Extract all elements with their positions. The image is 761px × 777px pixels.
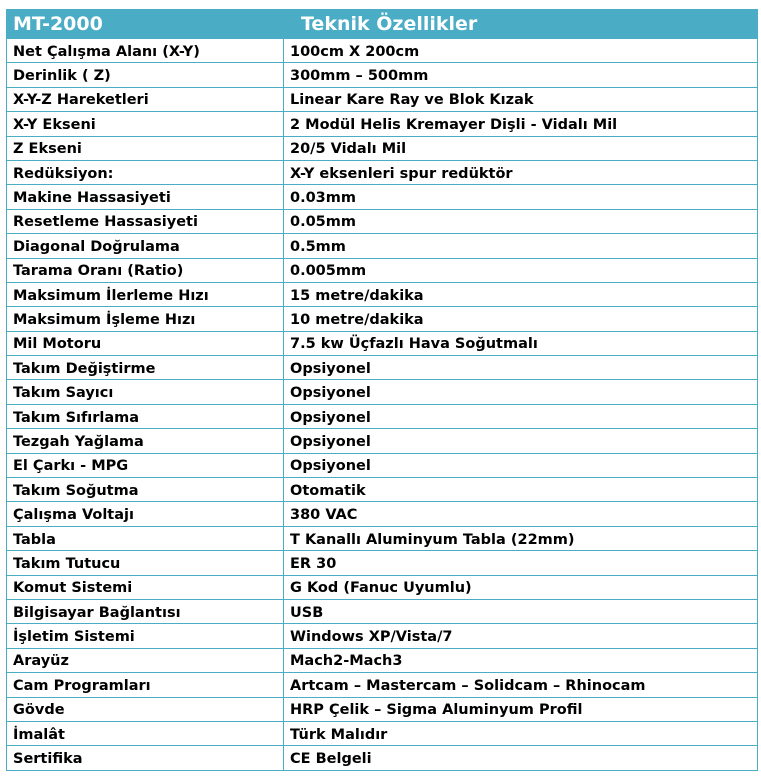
spec-label: Bilgisayar Bağlantısı	[7, 599, 284, 623]
page-title: Teknik Özellikler	[284, 10, 758, 39]
spec-label: X-Y-Z Hareketleri	[7, 87, 284, 111]
spec-value: X-Y eksenleri spur redüktör	[284, 160, 758, 184]
spec-value: Opsiyonel	[284, 404, 758, 428]
spec-label: Z Ekseni	[7, 136, 284, 160]
table-header-row	[7, 10, 758, 39]
spec-label: Gövde	[7, 697, 284, 721]
spec-label: Diagonal Doğrulama	[7, 234, 284, 258]
table-row	[7, 380, 758, 404]
spec-value: 100cm X 200cm	[284, 39, 758, 63]
table-row	[7, 87, 758, 111]
spec-label: Makine Hassasiyeti	[7, 185, 284, 209]
spec-value: 0.05mm	[284, 209, 758, 233]
spec-label: El Çarkı - MPG	[7, 453, 284, 477]
spec-label: Arayüz	[7, 648, 284, 672]
table-row	[7, 599, 758, 623]
spec-value: Opsiyonel	[284, 453, 758, 477]
spec-label: Komut Sistemi	[7, 575, 284, 599]
spec-value: Türk Malıdır	[284, 721, 758, 745]
table-row	[7, 331, 758, 355]
table-row	[7, 356, 758, 380]
spec-value: Opsiyonel	[284, 380, 758, 404]
spec-value: Windows XP/Vista/7	[284, 624, 758, 648]
table-row	[7, 502, 758, 526]
spec-label: X-Y Ekseni	[7, 112, 284, 136]
spec-label: Derinlik ( Z)	[7, 63, 284, 87]
spec-label: Takım Değiştirme	[7, 356, 284, 380]
spec-label: Maksimum İlerleme Hızı	[7, 282, 284, 306]
spec-label: Takım Sıfırlama	[7, 404, 284, 428]
spec-value: 15 metre/dakika	[284, 282, 758, 306]
spec-value: ER 30	[284, 551, 758, 575]
spec-label: Cam Programları	[7, 673, 284, 697]
spec-label: İşletim Sistemi	[7, 624, 284, 648]
spec-value: Mach2-Mach3	[284, 648, 758, 672]
spec-label: Takım Sayıcı	[7, 380, 284, 404]
spec-label: Sertifika	[7, 746, 284, 770]
table-row	[7, 112, 758, 136]
spec-value: 0.5mm	[284, 234, 758, 258]
table-row	[7, 234, 758, 258]
spec-value: Artcam – Mastercam – Solidcam – Rhinocam	[284, 673, 758, 697]
table-row	[7, 258, 758, 282]
table-row	[7, 185, 758, 209]
spec-table-body	[7, 39, 758, 771]
spec-value: Opsiyonel	[284, 356, 758, 380]
spec-value: 10 metre/dakika	[284, 307, 758, 331]
table-row	[7, 282, 758, 306]
spec-value: 380 VAC	[284, 502, 758, 526]
table-row	[7, 404, 758, 428]
spec-value: Otomatik	[284, 478, 758, 502]
table-row	[7, 648, 758, 672]
spec-label: Tezgah Yağlama	[7, 429, 284, 453]
table-row	[7, 63, 758, 87]
table-row	[7, 136, 758, 160]
spec-label: İmalât	[7, 721, 284, 745]
spec-value: 20/5 Vidalı Mil	[284, 136, 758, 160]
spec-label: Takım Soğutma	[7, 478, 284, 502]
spec-value: HRP Çelik – Sigma Aluminyum Profil	[284, 697, 758, 721]
table-row	[7, 453, 758, 477]
spec-label: Maksimum İşleme Hızı	[7, 307, 284, 331]
spec-label: Çalışma Voltajı	[7, 502, 284, 526]
table-row	[7, 721, 758, 745]
table-row	[7, 551, 758, 575]
table-row	[7, 307, 758, 331]
table-row	[7, 429, 758, 453]
spec-value: Opsiyonel	[284, 429, 758, 453]
table-row	[7, 673, 758, 697]
spec-value: 0.005mm	[284, 258, 758, 282]
table-row	[7, 697, 758, 721]
spec-value: Linear Kare Ray ve Blok Kızak	[284, 87, 758, 111]
table-row	[7, 39, 758, 63]
spec-label: Net Çalışma Alanı (X-Y)	[7, 39, 284, 63]
spec-value: 2 Modül Helis Kremayer Dişli - Vidalı Mil	[284, 112, 758, 136]
spec-value: T Kanallı Aluminyum Tabla (22mm)	[284, 526, 758, 550]
spec-label: Takım Tutucu	[7, 551, 284, 575]
table-row	[7, 624, 758, 648]
spec-label: Tarama Oranı (Ratio)	[7, 258, 284, 282]
spec-value: 7.5 kw Üçfazlı Hava Soğutmalı	[284, 331, 758, 355]
spec-label: Resetleme Hassasiyeti	[7, 209, 284, 233]
spec-value: G Kod (Fanuc Uyumlu)	[284, 575, 758, 599]
table-row	[7, 478, 758, 502]
spec-value: CE Belgeli	[284, 746, 758, 770]
table-row	[7, 575, 758, 599]
model-title: MT-2000	[7, 10, 284, 39]
spec-value: 0.03mm	[284, 185, 758, 209]
spec-value: 300mm – 500mm	[284, 63, 758, 87]
table-row	[7, 526, 758, 550]
table-row	[7, 160, 758, 184]
spec-table	[6, 9, 758, 771]
table-row	[7, 746, 758, 770]
spec-label: Mil Motoru	[7, 331, 284, 355]
spec-label: Redüksiyon:	[7, 160, 284, 184]
table-row	[7, 209, 758, 233]
spec-value: USB	[284, 599, 758, 623]
spec-label: Tabla	[7, 526, 284, 550]
